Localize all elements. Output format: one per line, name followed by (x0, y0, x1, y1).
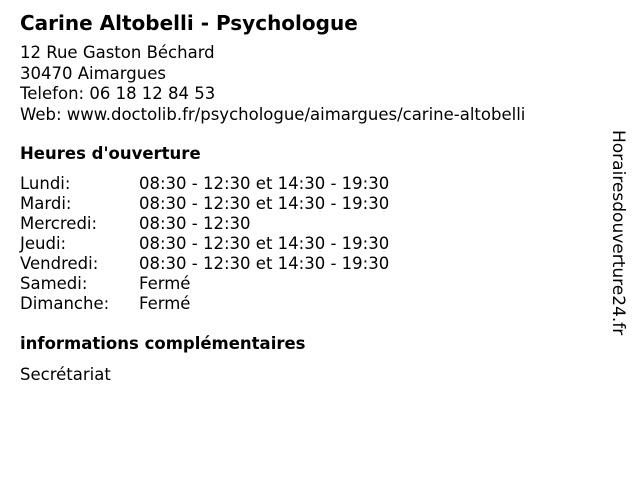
day-hours: 08:30 - 12:30 et 14:30 - 19:30 (139, 234, 390, 253)
additional-info-text: Secrétariat (20, 365, 111, 384)
day-label: Vendredi: (20, 254, 99, 273)
address-block (20, 43, 525, 125)
phone-number: Telefon: 06 18 12 84 53 (20, 84, 216, 103)
hours-row-wednesday (20, 214, 389, 234)
day-label: Mercredi: (20, 214, 98, 233)
day-label: Jeudi: (20, 234, 67, 253)
website: Web: www.doctolib.fr/psychologue/aimargues/carine-altobelli (20, 104, 526, 124)
day-hours: 08:30 - 12:30 et 14:30 - 19:30 (139, 194, 390, 213)
hours-row-sunday (20, 294, 389, 314)
additional-info-heading: informations complémentaires (20, 334, 306, 353)
opening-hours-heading: Heures d'ouverture (20, 144, 201, 163)
business-name: Carine Altobelli - Psychologue (20, 11, 358, 35)
day-hours: Fermé (139, 294, 191, 313)
hours-row-saturday (20, 274, 389, 294)
day-hours: 08:30 - 12:30 et 14:30 - 19:30 (139, 174, 390, 193)
day-hours: Fermé (139, 274, 191, 293)
street-address: 12 Rue Gaston Béchard (20, 43, 215, 62)
day-label: Samedi: (20, 274, 88, 293)
day-hours: 08:30 - 12:30 et 14:30 - 19:30 (139, 254, 390, 273)
day-label: Mardi: (20, 194, 72, 213)
hours-row-friday (20, 254, 389, 274)
day-label: Dimanche: (20, 294, 110, 313)
hours-row-tuesday (20, 194, 389, 214)
day-label: Lundi: (20, 174, 71, 193)
watermark-text: Horairesdouverture24.fr (608, 130, 628, 336)
day-hours: 08:30 - 12:30 (139, 214, 251, 233)
hours-row-monday (20, 174, 389, 194)
city-postcode: 30470 Aimargues (20, 63, 166, 83)
hours-row-thursday (20, 234, 389, 254)
opening-hours-table (20, 174, 389, 314)
